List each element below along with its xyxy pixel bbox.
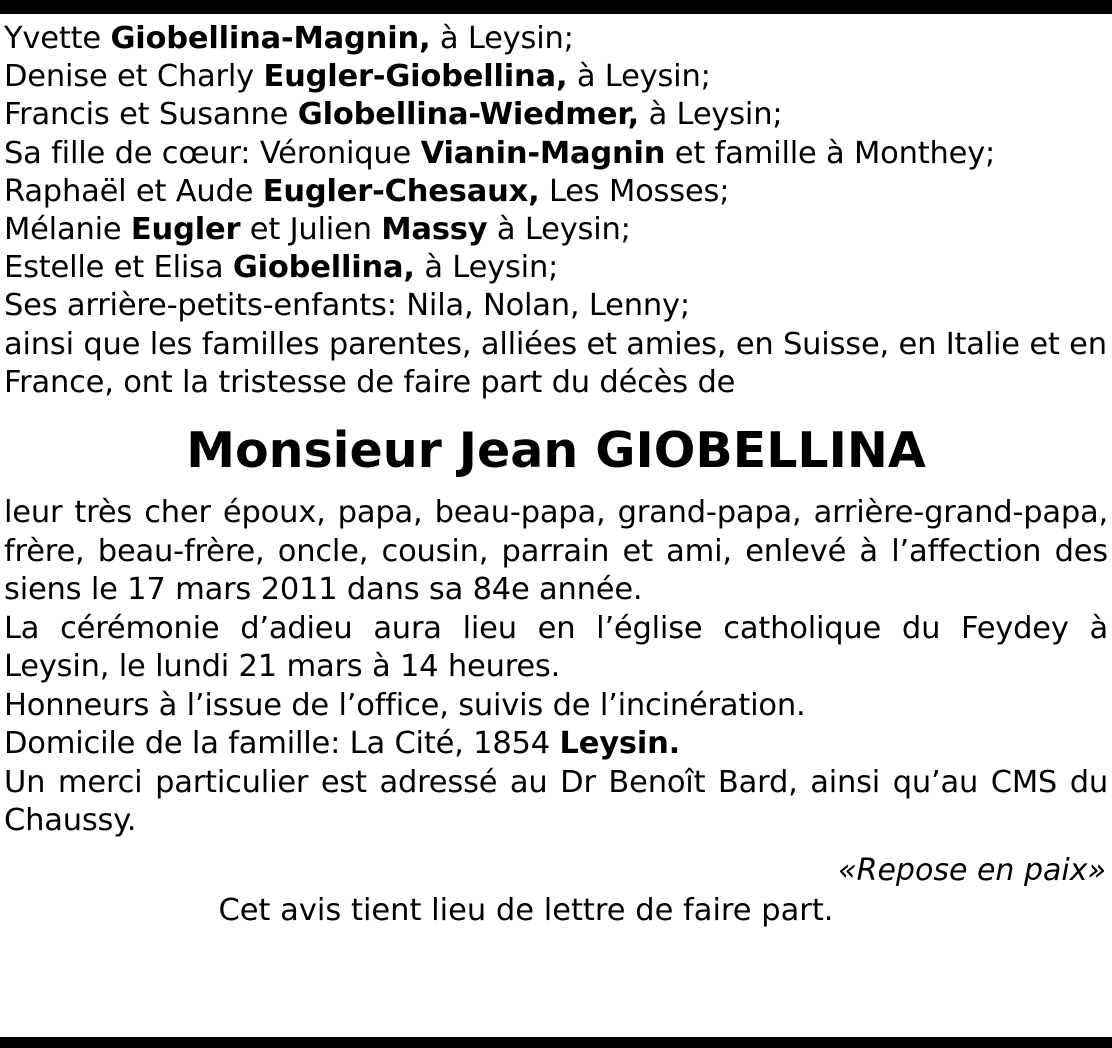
families-line: ainsi que les familles parentes, alliées et amies, en Suisse, en Italie et en France, ont la tristesse de faire part du décès de bbox=[4, 326, 1107, 400]
notice-body bbox=[0, 14, 1112, 931]
address-line bbox=[4, 725, 1108, 764]
survivor-4-name: Vianin-Magnin bbox=[420, 135, 666, 171]
survivor-1-prefix: Yvette bbox=[4, 21, 111, 56]
survivor-7-suffix: à Leysin; bbox=[414, 250, 559, 286]
survivor-3-suffix: à Leysin; bbox=[639, 97, 783, 133]
survivor-line-7 bbox=[4, 249, 1108, 287]
survivor-2-name: Eugler-Giobellina, bbox=[263, 59, 568, 95]
survivor-4-suffix: et famille à Monthey; bbox=[665, 135, 996, 171]
survivor-1-suffix: à Leysin; bbox=[430, 21, 574, 56]
top-rule-divider bbox=[0, 0, 1112, 14]
footer-note: Cet avis tient lieu de lettre de faire part. bbox=[218, 892, 834, 928]
survivor-6-name: Eugler bbox=[130, 212, 241, 248]
survivor-7-prefix: Estelle et Elisa bbox=[4, 250, 233, 286]
survivor-5-prefix: Raphaël et Aude bbox=[4, 173, 263, 209]
survivor-line-1 bbox=[4, 20, 1108, 58]
survivor-line-5 bbox=[4, 173, 1108, 211]
survivor-6-name-2: Massy bbox=[381, 212, 488, 248]
survivor-1-name: Giobellina-Magnin, bbox=[110, 21, 431, 56]
thanks-paragraph: Un merci particulier est adressé au Dr Benoît Bard, ainsi qu’au CMS du Chaussy. bbox=[4, 764, 1108, 839]
survivor-3-prefix: Francis et Susanne bbox=[4, 97, 298, 133]
bottom-rule-divider bbox=[0, 1037, 1112, 1048]
bottom-spacer bbox=[0, 931, 1112, 939]
survivor-6-prefix: Mélanie bbox=[4, 212, 131, 248]
survivor-2-prefix: Denise et Charly bbox=[4, 59, 264, 95]
survivor-2-suffix: à Leysin; bbox=[567, 59, 711, 95]
survivor-5-name: Eugler-Chesaux, bbox=[262, 173, 540, 209]
survivor-3-name: Globellina-Wiedmer, bbox=[297, 97, 640, 133]
great-grandchildren-line bbox=[4, 287, 1108, 325]
survivor-line-3 bbox=[4, 96, 1108, 134]
address-locality: Leysin. bbox=[559, 726, 680, 762]
great-grandchildren-text: Ses arrière-petits-enfants: Nila, Nolan, Lenny; bbox=[4, 288, 690, 324]
ceremony-paragraph: La cérémonie d’adieu aura lieu en l’église catholique du Feydey à Leysin, le lundi 21 mars à 14 heures. bbox=[4, 610, 1108, 685]
deceased-name: Monsieur Jean GIOBELLINA bbox=[186, 422, 926, 480]
address-prefix: Domicile de la famille: La Cité, 1854 bbox=[4, 726, 560, 762]
survivor-line-4 bbox=[4, 135, 1108, 173]
survivor-7-name: Giobellina, bbox=[232, 250, 415, 286]
epitaph: «Repose en paix» bbox=[838, 852, 1106, 888]
survivor-6-suffix: à Leysin; bbox=[487, 212, 631, 248]
relation-paragraph: leur très cher époux, papa, beau-papa, grand-papa, arrière-grand-papa, frère, beau-frère, oncle, cousin, parrain et ami, enlevé à l’affection des siens le 17 mars 2011 dans sa 84e année. bbox=[4, 495, 1108, 608]
survivor-6-middle: et Julien bbox=[240, 212, 382, 248]
survivor-line-2 bbox=[4, 58, 1108, 96]
survivor-5-suffix: Les Mosses; bbox=[539, 173, 730, 209]
survivor-4-prefix: Sa fille de cœur: Véronique bbox=[4, 135, 421, 171]
honours-line: Honneurs à l’issue de l’office, suivis de l’incinération. bbox=[4, 687, 806, 723]
survivor-line-6 bbox=[4, 211, 1108, 249]
